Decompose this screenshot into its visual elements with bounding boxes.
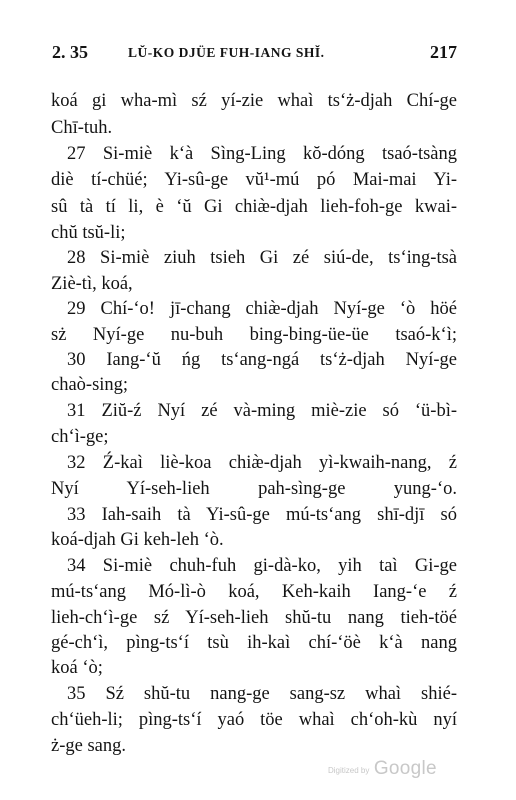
text-line: 27 Si-miè k‘à Sìng-Ling kŏ-dóng tsaó-tsàng <box>67 144 457 164</box>
text-line: 29 Chí-‘o! jī-chang chiæ̀-djah Nyí-ge ‘ò höé <box>67 299 457 319</box>
page-number: 217 <box>430 42 457 62</box>
text-line: koá ‘ò; <box>51 658 103 678</box>
text-line: diè tí-chüé; Yi-sû-ge vŭ¹-mú pó Mai-mai Yi- <box>51 170 457 190</box>
text-line: gé-ch‘ì, pìng-ts‘í tsù ih-kaì chí-‘öè k‘à nang <box>51 633 457 653</box>
text-line: Ziè-tì, koá, <box>51 274 133 294</box>
text-line: sû tà tí li, è ‘ŭ Gi chiæ̀-djah lieh-foh-ge kwai- <box>51 197 457 217</box>
text-line: 34 Si-miè chuh-fuh gi-dà-ko, yih taì Gi-ge <box>67 556 457 576</box>
text-line: 28 Si-miè ziuh tsieh Gi zé siú-de, ts‘ing-tsà <box>67 248 457 268</box>
text-line: Nyí Yí-seh-lieh pah-sìng-ge yung-‘o. <box>51 479 457 499</box>
text-line: ż-ge sang. <box>51 736 126 756</box>
text-line: sż Nyí-ge nu-buh bing-bing-üe-üe tsaó-k‘ì; <box>51 325 457 345</box>
text-line: 31 Ziŭ-ź Nyí zé và-ming miè-zie só ‘ü-bì- <box>67 401 457 421</box>
text-line: ch‘ì-ge; <box>51 427 109 447</box>
text-line: 33 Iah-saih tà Yi-sû-ge mú-ts‘ang shī-djī só <box>67 505 457 525</box>
digitized-by-google-watermark <box>328 758 437 780</box>
running-header <box>52 42 457 70</box>
text-line: koá gi wha-mì sź yí-zie whaì ts‘ż-djah Chí-ge <box>51 91 457 111</box>
watermark-prefix: Digitized by <box>328 766 370 775</box>
text-line: chŭ tsŭ-li; <box>51 223 126 243</box>
google-logo-text: Google <box>373 758 437 779</box>
running-title: LŬ-KO DJÜE FUH-IANG SHĬ. <box>128 45 325 60</box>
text-line: 35 Sź shŭ-tu nang-ge sang-sz whaì shié- <box>67 684 457 704</box>
chapter-verse-label: 2. 35 <box>52 42 88 62</box>
text-line: 32 Ź-kaì liè-koa chiæ̀-djah yì-kwaih-nang, ź <box>67 453 457 473</box>
text-line: mú-ts‘ang Mó-lì-ò koá, Keh-kaih Iang-‘e ź <box>51 582 457 602</box>
text-line: lieh-ch‘ì-ge sź Yí-seh-lieh shŭ-tu nang tieh-töé <box>51 608 457 628</box>
text-line: ch‘üeh-li; pìng-ts‘í yaó töe whaì ch‘oh-kù nyí <box>51 710 457 730</box>
text-line: chaò-sing; <box>51 375 129 395</box>
text-line: 30 Iang-‘ŭ ńg ts‘ang-ngá ts‘ż-djah Nyí-ge <box>67 350 457 370</box>
text-line: koá-djah Gi keh-leh ‘ò. <box>51 530 224 550</box>
text-line: Chī-tuh. <box>51 118 113 138</box>
